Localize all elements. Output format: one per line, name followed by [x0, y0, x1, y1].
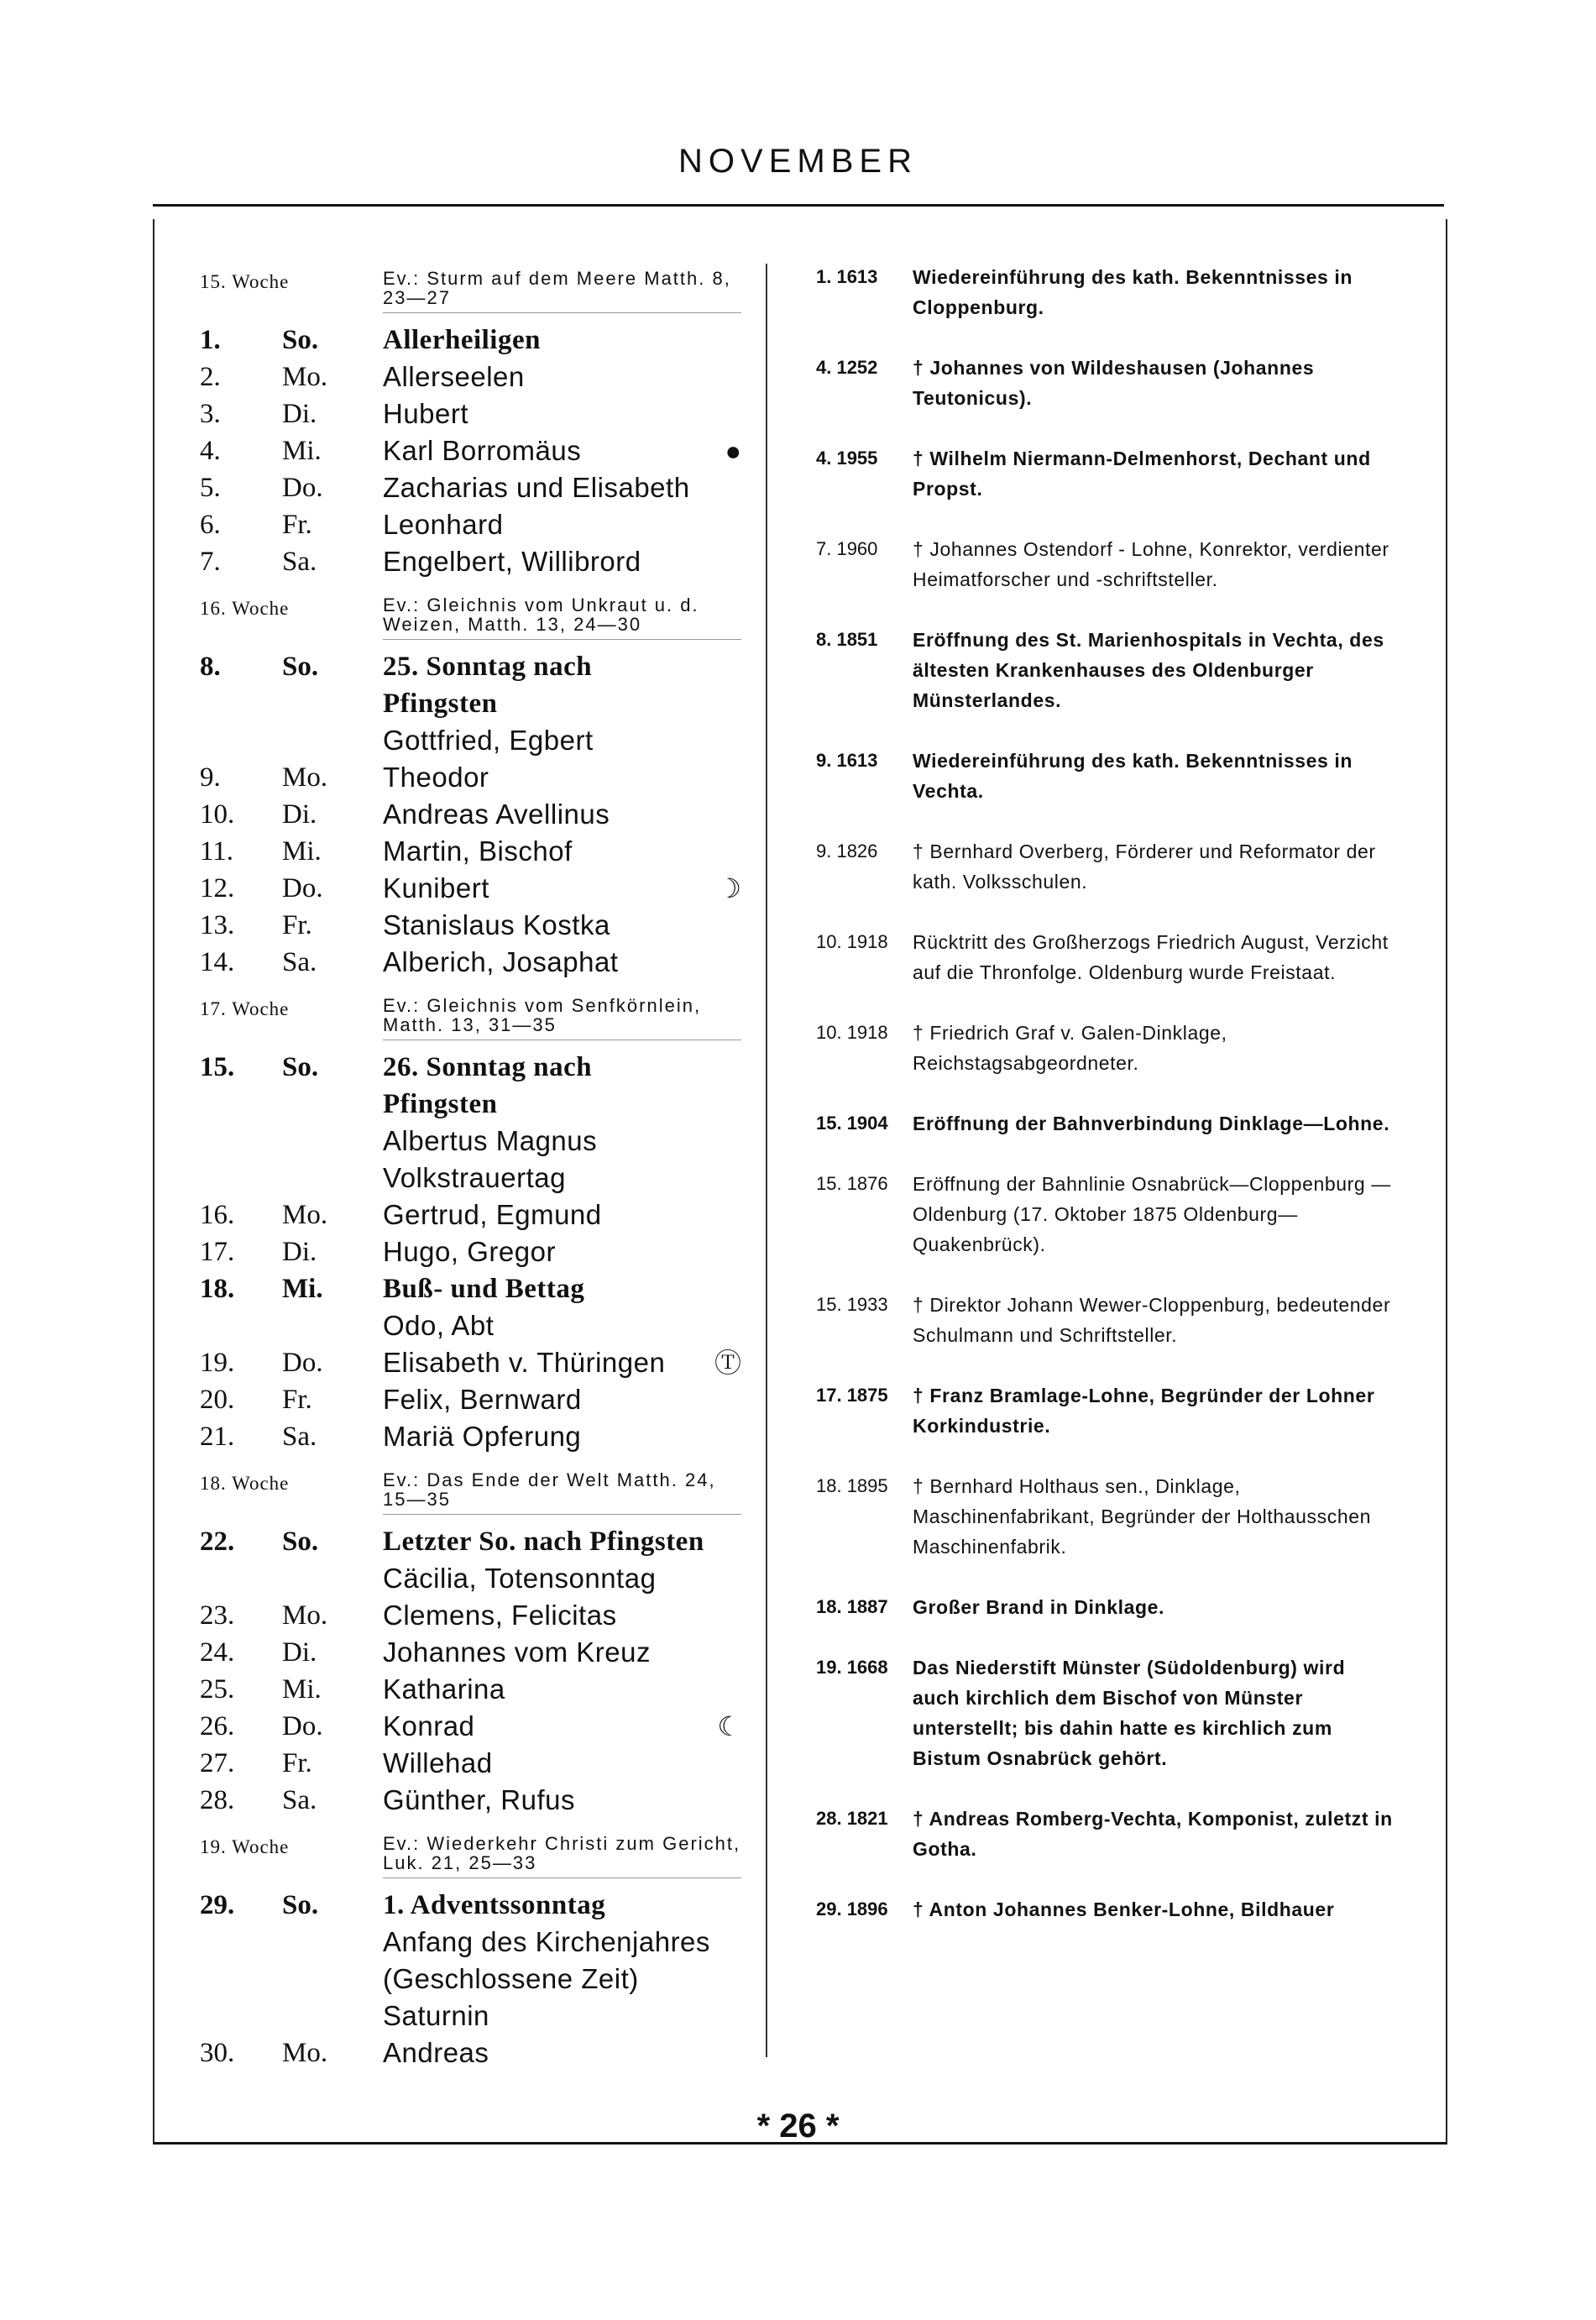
saint-name: [383, 944, 711, 981]
name-line: Leonhard: [383, 509, 504, 540]
day-number: 27.: [200, 1748, 235, 1778]
weekday: Sa.: [282, 1422, 317, 1452]
weekday: Sa.: [282, 1785, 317, 1815]
name-line: Günther, Rufus: [383, 1784, 575, 1815]
event-text: Wiedereinführung des kath. Bekenntnisses in Vechta.: [913, 750, 1353, 802]
history-event: [816, 1804, 1395, 1864]
name-line: Theodor: [383, 762, 489, 793]
day-row: [200, 648, 741, 759]
day-number: 1.: [200, 325, 221, 355]
day-number: 18.: [200, 1274, 235, 1304]
day-number: 11.: [200, 836, 234, 867]
day-number: 25.: [200, 1674, 235, 1705]
weekday: Mi.: [282, 436, 322, 466]
day-number: 2.: [200, 362, 221, 392]
name-line: Stanislaus Kostka: [383, 909, 610, 940]
day-number: 21.: [200, 1422, 235, 1452]
event-text: Eröffnung der Bahnlinie Osnabrück—Cloppenburg — Oldenburg (17. Oktober 1875 Oldenburg—Quakenbrück).: [913, 1173, 1391, 1255]
name-line: Volkstrauertag: [383, 1162, 566, 1193]
saint-name: [383, 796, 711, 833]
history-event: [816, 1290, 1395, 1350]
name-line: Elisabeth v. Thüringen: [383, 1347, 666, 1378]
event-text: Eröffnung der Bahnverbindung Dinklage—Lohne.: [913, 1113, 1390, 1134]
day-number: 19.: [200, 1348, 235, 1378]
saint-name: [383, 359, 711, 395]
event-date: 19. 1668: [816, 1657, 888, 1678]
day-row: [200, 796, 741, 833]
event-date: 15. 1904: [816, 1113, 888, 1134]
saint-name: [383, 1197, 711, 1233]
history-event: [816, 1169, 1395, 1260]
event-text: † Anton Johannes Benker-Lohne, Bildhauer: [913, 1898, 1335, 1920]
day-number: 29.: [200, 1890, 235, 1920]
weekday: Fr.: [282, 1748, 312, 1778]
name-line: Gertrud, Egmund: [383, 1199, 602, 1230]
history-event: [816, 1894, 1395, 1925]
gospel-reading: Ev.: Gleichnis vom Senfkörnlein, Matth. 13, 31—35: [383, 995, 702, 1035]
event-date: 17. 1875: [816, 1385, 888, 1406]
event-text: † Bernhard Holthaus sen., Dinklage, Maschinenfabrikant, Begründer der Holthausschen Maschinenfabrik.: [913, 1475, 1372, 1558]
day-number: 14.: [200, 947, 235, 977]
saint-name: [383, 1745, 711, 1782]
history-event: [816, 1652, 1395, 1773]
saint-name: [383, 759, 711, 796]
saint-name: [383, 1671, 711, 1708]
gospel-reading: Ev.: Wiederkehr Christi zum Gericht, Luk. 21, 25—33: [383, 1833, 741, 1873]
event-date: 9. 1826: [816, 841, 878, 861]
day-row: [200, 469, 741, 506]
day-number: 24.: [200, 1637, 235, 1668]
week-label: 16. Woche: [200, 598, 290, 619]
name-line: Allerseelen: [383, 361, 525, 392]
history-event: [816, 625, 1395, 715]
name-line: Anfang des Kirchenjahres: [383, 1926, 710, 1957]
event-text: † Johannes Ostendorf - Lohne, Konrektor, verdienter Heimatforscher und -schriftsteller.: [913, 538, 1389, 590]
day-row: [200, 506, 741, 543]
day-number: 16.: [200, 1200, 235, 1230]
weekday: So.: [282, 325, 319, 355]
week-separator: [383, 312, 741, 313]
weekday: Di.: [282, 1237, 317, 1267]
week-header: [200, 1467, 741, 1509]
saint-name: [383, 1049, 711, 1197]
weekday: Mo.: [282, 2038, 328, 2068]
weekday: Fr.: [282, 910, 312, 940]
name-line: Alberich, Josaphat: [383, 946, 619, 977]
week-label: 17. Woche: [200, 998, 290, 1019]
weekday: Mo.: [282, 762, 328, 793]
page-title: NOVEMBER: [678, 143, 918, 180]
saint-name: [383, 322, 711, 359]
day-row: [200, 432, 741, 469]
day-row: [200, 543, 741, 580]
day-number: 4.: [200, 436, 221, 466]
event-date: 28. 1821: [816, 1808, 888, 1829]
weekday: Fr.: [282, 510, 312, 540]
name-line: Kunibert: [383, 872, 489, 903]
name-line: Hugo, Gregor: [383, 1236, 556, 1267]
day-row: [200, 870, 741, 907]
day-row: [200, 1233, 741, 1270]
name-line: Allerheiligen: [383, 325, 541, 355]
saint-name: [383, 506, 711, 543]
history-event: [816, 836, 1395, 897]
saint-name: [383, 1418, 711, 1455]
day-row: [200, 1745, 741, 1782]
saint-name: [383, 1270, 711, 1344]
day-row: [200, 944, 741, 981]
name-line: 1. Adventssonntag: [383, 1890, 606, 1920]
day-number: 30.: [200, 2038, 235, 2068]
day-number: 10.: [200, 799, 235, 830]
day-row: [200, 1597, 741, 1634]
history-event: [816, 746, 1395, 806]
name-line: Johannes vom Kreuz: [383, 1637, 651, 1668]
day-row: [200, 907, 741, 944]
name-line: Zacharias und Elisabeth: [383, 472, 690, 503]
day-number: 7.: [200, 547, 221, 577]
day-row: [200, 1270, 741, 1344]
day-row: [200, 759, 741, 796]
weekday: Do.: [282, 473, 323, 503]
event-text: † Johannes von Wildeshausen (Johannes Teutonicus).: [913, 357, 1315, 409]
name-line: Saturnin: [383, 2000, 489, 2031]
moon-phase-icon: ●: [725, 436, 741, 466]
day-row: [200, 1523, 741, 1597]
week-header: [200, 1830, 741, 1872]
day-row: [200, 833, 741, 870]
event-date: 8. 1851: [816, 629, 878, 650]
moon-phase-icon: Ⓣ: [714, 1348, 741, 1378]
event-date: 15. 1933: [816, 1294, 888, 1315]
week-separator: [383, 1877, 741, 1878]
event-text: † Direktor Johann Wewer-Cloppenburg, bedeutender Schulmann und Schriftsteller.: [913, 1294, 1391, 1346]
event-date: 1. 1613: [816, 266, 878, 287]
saint-name: [383, 833, 711, 870]
weekday: Di.: [282, 399, 317, 429]
day-number: 8.: [200, 652, 221, 682]
gospel-reading: Ev.: Das Ende der Welt Matth. 24, 15—35: [383, 1469, 716, 1510]
saint-name: [383, 1887, 711, 2035]
saint-name: [383, 1708, 711, 1745]
name-line: Hubert: [383, 398, 469, 429]
event-text: Wiedereinführung des kath. Bekenntnisses in Cloppenburg.: [913, 266, 1353, 318]
day-number: 9.: [200, 762, 221, 793]
name-line: Martin, Bischof: [383, 835, 573, 867]
column-divider: [766, 264, 767, 2057]
event-text: Rücktritt des Großherzogs Friedrich August, Verzicht auf die Thronfolge. Oldenburg wurde Freistaat.: [913, 931, 1389, 983]
day-row: [200, 1049, 741, 1197]
name-line: 26. Sonntag nach Pfingsten: [383, 1052, 593, 1119]
day-row: [200, 1418, 741, 1455]
day-row: [200, 322, 741, 359]
event-text: † Wilhelm Niermann-Delmenhorst, Dechant und Propst.: [913, 448, 1371, 500]
weekday: Mi.: [282, 1674, 322, 1705]
event-date: 10. 1918: [816, 1022, 888, 1043]
history-event: [816, 353, 1395, 413]
weekday: Mi.: [282, 836, 322, 867]
weekday: Mi.: [282, 1274, 323, 1304]
event-text: † Bernhard Overberg, Förderer und Reformator der kath. Volksschulen.: [913, 841, 1376, 893]
name-line: (Geschlossene Zeit): [383, 1963, 639, 1994]
saint-name: [383, 1381, 711, 1418]
day-row: [200, 395, 741, 432]
name-line: Gottfried, Egbert: [383, 725, 594, 756]
name-line: Mariä Opferung: [383, 1421, 582, 1452]
name-line: Katharina: [383, 1673, 505, 1705]
event-date: 4. 1252: [816, 357, 878, 378]
event-date: 10. 1918: [816, 931, 888, 952]
history-event: [816, 1471, 1395, 1562]
event-date: 18. 1895: [816, 1475, 888, 1496]
event-text: Das Niederstift Münster (Südoldenburg) wird auch kirchlich dem Bischof von Münster unterstellt; bis dahin hatte es kirchlich zum Bistum Osnabrück gehört.: [913, 1657, 1346, 1769]
weekday: Do.: [282, 1348, 323, 1378]
saint-name: [383, 870, 711, 907]
saint-name: [383, 395, 711, 432]
week-label: 19. Woche: [200, 1836, 290, 1857]
day-number: 23.: [200, 1600, 235, 1631]
weekday: Sa.: [282, 947, 317, 977]
name-line: Odo, Abt: [383, 1310, 494, 1341]
moon-phase-icon: ☾: [717, 1711, 741, 1741]
event-text: † Franz Bramlage-Lohne, Begründer der Lohner Korkindustrie.: [913, 1385, 1375, 1437]
day-row: [200, 1782, 741, 1819]
day-number: 3.: [200, 399, 221, 429]
day-number: 13.: [200, 910, 235, 940]
name-line: Konrad: [383, 1710, 475, 1741]
weekday: Mo.: [282, 362, 328, 392]
weekday: So.: [282, 652, 319, 682]
moon-phase-icon: ☽: [717, 873, 741, 903]
weekday: Sa.: [282, 547, 317, 577]
weekday: Di.: [282, 799, 317, 830]
history-event: [816, 1108, 1395, 1139]
day-number: 26.: [200, 1711, 235, 1741]
name-line: Buß- und Bettag: [383, 1274, 585, 1304]
day-number: 5.: [200, 473, 221, 503]
day-number: 22.: [200, 1527, 235, 1557]
weekday: Di.: [282, 1637, 317, 1668]
saint-name: [383, 432, 711, 469]
day-number: 17.: [200, 1237, 235, 1267]
top-rule: [153, 204, 1444, 207]
name-line: Willehad: [383, 1747, 493, 1778]
week-label: 18. Woche: [200, 1473, 290, 1494]
event-text: Großer Brand in Dinklage.: [913, 1596, 1164, 1618]
day-number: 15.: [200, 1052, 235, 1082]
history-event: [816, 534, 1395, 594]
day-row: [200, 1708, 741, 1745]
saint-name: [383, 648, 711, 759]
saint-name: [383, 1233, 711, 1270]
weekday: Do.: [282, 1711, 323, 1741]
saint-name: [383, 2035, 711, 2071]
day-row: [200, 1381, 741, 1418]
day-number: 12.: [200, 873, 235, 903]
name-line: Albertus Magnus: [383, 1125, 598, 1156]
event-date: 29. 1896: [816, 1898, 888, 1919]
saint-name: [383, 1634, 711, 1671]
history-event: [816, 1380, 1395, 1441]
saint-name: [383, 1344, 711, 1381]
name-line: Andreas: [383, 2037, 489, 2068]
event-text: † Friedrich Graf v. Galen-Dinklage, Reichstagsabgeordneter.: [913, 1022, 1227, 1074]
name-line: Karl Borromäus: [383, 435, 582, 466]
week-label: 15. Woche: [200, 271, 290, 292]
day-number: 20.: [200, 1385, 235, 1415]
name-line: Letzter So. nach Pfingsten: [383, 1527, 704, 1557]
events-column: [816, 262, 1395, 1955]
name-line: Cäcilia, Totensonntag: [383, 1563, 657, 1594]
event-text: † Andreas Romberg-Vechta, Komponist, zuletzt in Gotha.: [913, 1808, 1393, 1860]
day-row: [200, 1344, 741, 1381]
saint-name: [383, 543, 711, 580]
saint-name: [383, 1782, 711, 1819]
day-row: [200, 1197, 741, 1233]
weekday: Fr.: [282, 1385, 312, 1415]
week-separator: [383, 639, 741, 640]
saint-name: [383, 469, 711, 506]
name-line: Andreas Avellinus: [383, 799, 610, 830]
week-header: [200, 992, 741, 1034]
day-row: [200, 359, 741, 395]
day-number: 28.: [200, 1785, 235, 1815]
event-date: 9. 1613: [816, 750, 878, 771]
day-row: [200, 1887, 741, 2035]
weekday: So.: [282, 1890, 319, 1920]
event-date: 4. 1955: [816, 448, 878, 469]
day-row: [200, 1634, 741, 1671]
page-number: * 26 *: [756, 2108, 840, 2145]
saint-name: [383, 907, 711, 944]
name-line: Engelbert, Willibrord: [383, 546, 641, 577]
name-line: 25. Sonntag nach Pfingsten: [383, 652, 593, 719]
event-date: 18. 1887: [816, 1596, 888, 1617]
day-number: 6.: [200, 510, 221, 540]
history-event: [816, 927, 1395, 987]
event-date: 7. 1960: [816, 538, 878, 559]
saint-name: [383, 1523, 711, 1597]
history-event: [816, 1592, 1395, 1622]
week-header: [200, 592, 741, 634]
name-line: Clemens, Felicitas: [383, 1600, 617, 1631]
gospel-reading: Ev.: Gleichnis vom Unkraut u. d. Weizen, Matth. 13, 24—30: [383, 594, 699, 635]
history-event: [816, 443, 1395, 504]
weekday: So.: [282, 1052, 319, 1082]
history-event: [816, 262, 1395, 322]
week-separator: [383, 1514, 741, 1515]
weekday: Mo.: [282, 1600, 328, 1631]
history-event: [816, 1018, 1395, 1078]
saint-name: [383, 1597, 711, 1634]
week-header: [200, 265, 741, 307]
weekday: Mo.: [282, 1200, 328, 1230]
day-row: [200, 2035, 741, 2071]
weekday: Do.: [282, 873, 323, 903]
gospel-reading: Ev.: Sturm auf dem Meere Matth. 8, 23—27: [383, 268, 731, 308]
event-date: 15. 1876: [816, 1173, 888, 1194]
name-line: Felix, Bernward: [383, 1384, 582, 1415]
weekday: So.: [282, 1527, 319, 1557]
day-row: [200, 1671, 741, 1708]
calendar-column: [200, 265, 741, 2083]
event-text: Eröffnung des St. Marienhospitals in Vechta, des ältesten Krankenhauses des Oldenburger Münsterlandes.: [913, 629, 1384, 711]
